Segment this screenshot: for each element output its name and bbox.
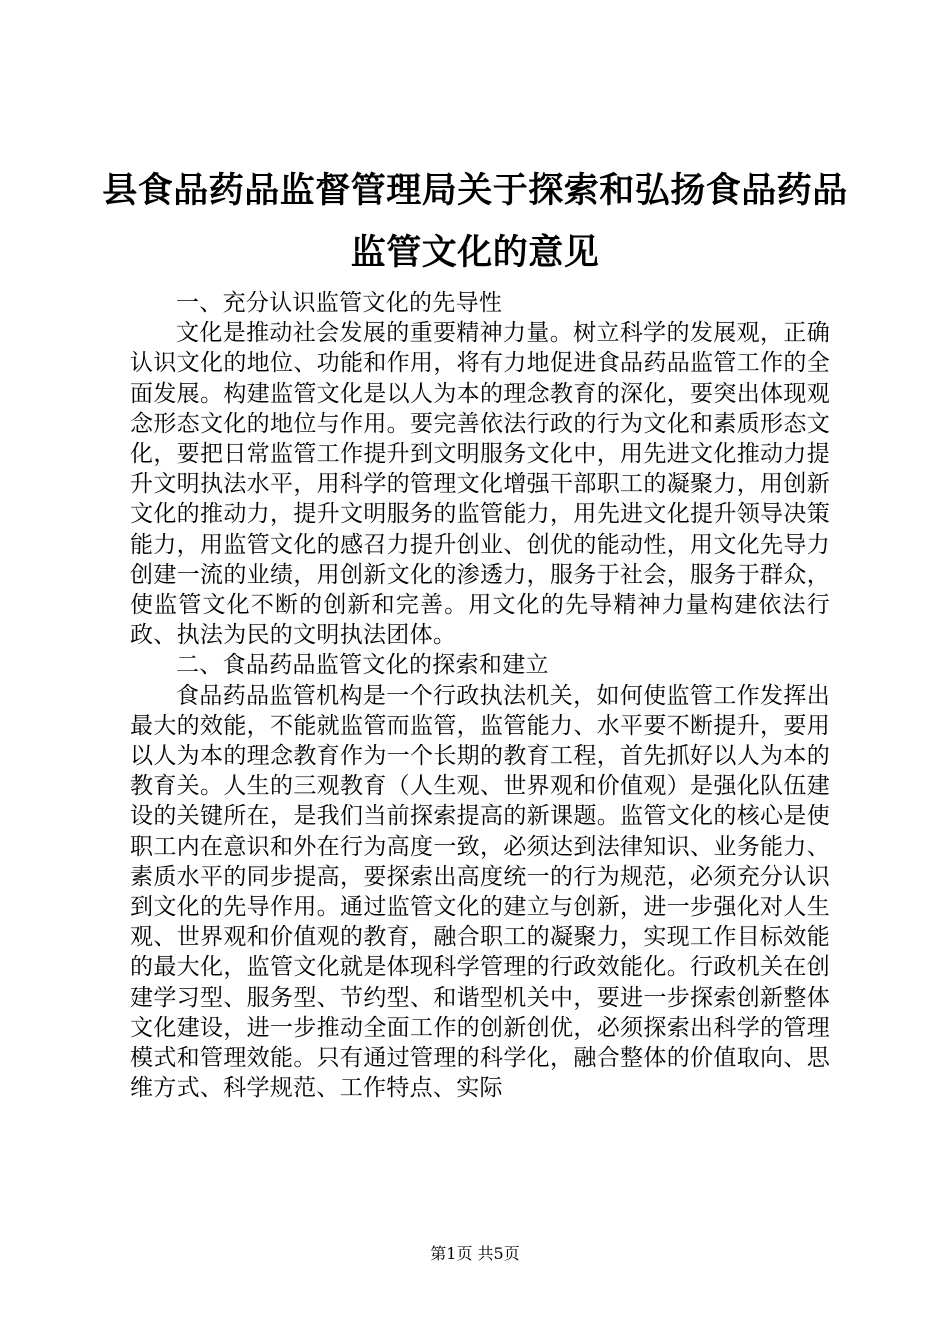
section-paragraph-1: 文化是推动社会发展的重要精神力量。树立科学的发展观，正确认识文化的地位、功能和作用，将有力地促进食品药品监管工作的全面发展。构建监管文化是以人为本的理念教育的深化，要突出体现观念形态文化的地位与作用。要完善依法行政的行为文化和素质形态文化，要把日常监管工作提升到文明服务文化中，用先进文化推动力提升文明执法水平，用科学的管理文化增强干部职工的凝聚力，用创新文化的推动力，提升文明服务的监管能力，用先进文化提升领导决策能力，用监管文化的感召力提升创业、创优的能动性，用文化先导力创建一流的业绩，用创新文化的渗透力，服务于社会，服务于群众，使监管文化不断的创新和完善。用文化的先导精神力量构建依法行政、执法为民的文明执法团体。 <box>130 320 830 649</box>
section-paragraph-2: 食品药品监管机构是一个行政执法机关，如何使监管工作发挥出最大的效能，不能就监管而监管，监管能力、水平要不断提升，要用以人为本的理念教育作为一个长期的教育工程，首先抓好以人为本的教育关。人生的三观教育（人生观、世界观和价值观）是强化队伍建设的关键所在，是我们当前探索提高的新课题。监管文化的核心是使职工内在意识和外在行为高度一致，必须达到法律知识、业务能力、素质水平的同步提高，要探索出高度统一的行为规范，必须充分认识到文化的先导作用。通过监管文化的建立与创新，进一步强化对人生观、世界观和价值观的教育，融合职工的凝聚力，实现工作目标效能的最大化，监管文化就是体现科学管理的行政效能化。行政机关在创建学习型、服务型、节约型、和谐型机关中，要进一步探索创新整体文化建设，进一步推动全面工作的创新创优，必须探索出科学的管理模式和管理效能。只有通过管理的科学化，融合整体的价值取向、思维方式、科学规范、工作特点、实际 <box>130 682 830 1102</box>
document-body <box>130 288 830 1103</box>
document-title: 县食品药品监督管理局关于探索和弘扬食品药品监管文化的意见 <box>102 171 848 273</box>
section-heading-2: 二、食品药品监管文化的探索和建立 <box>176 652 549 679</box>
page-footer: 第1页 共5页 <box>430 1244 520 1263</box>
section-heading-1: 一、充分认识监管文化的先导性 <box>176 290 503 316</box>
